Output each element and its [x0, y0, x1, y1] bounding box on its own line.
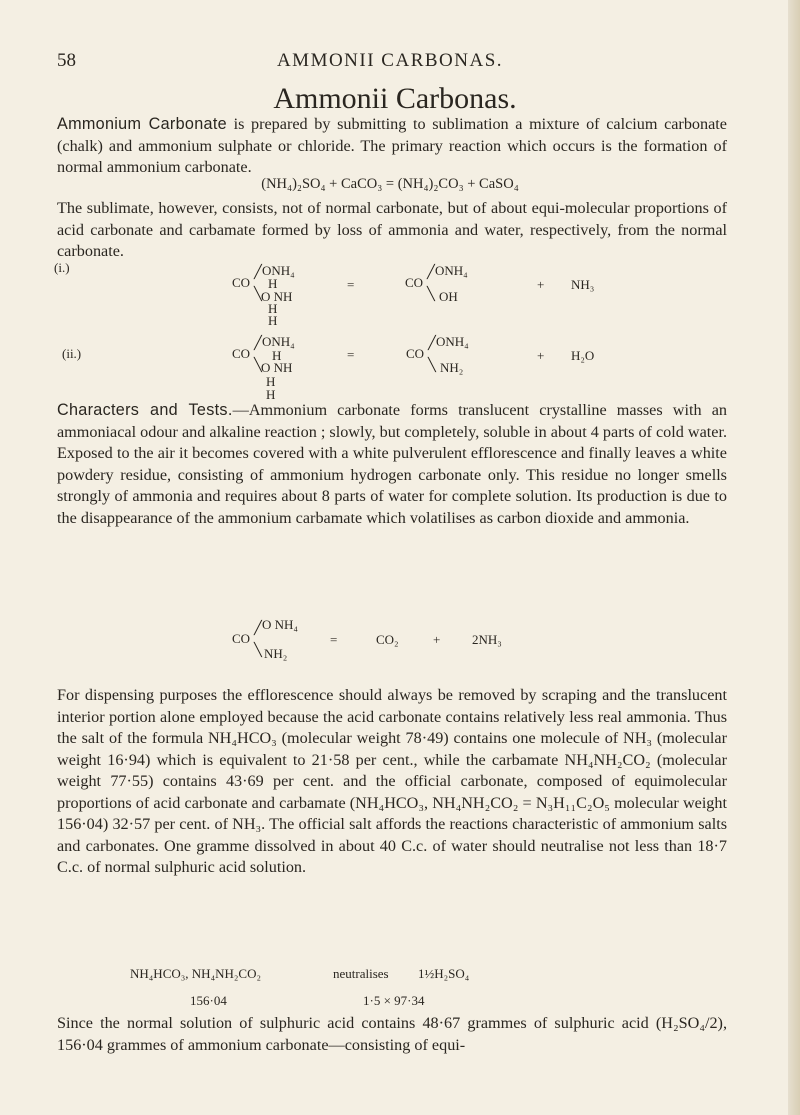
characters-paragraph	[57, 400, 727, 529]
reaction-i-left-mid: H	[268, 276, 278, 291]
reaction-ii-right-top: ONH₄	[436, 334, 469, 349]
neutral-left-value: 156·04	[190, 993, 227, 1008]
reaction-iii-top: O NH₄	[262, 617, 298, 632]
neutral-right-value: 1·5 × 97·34	[363, 993, 425, 1008]
page-edge	[788, 0, 800, 1115]
reaction-ii-product: H₂O	[571, 348, 595, 363]
equation-1: (NH₄)₂SO₄ + CaCO₃ = (NH₄)₂CO₃ + CaSO₄	[261, 176, 519, 192]
reaction-i-product: NH₃	[571, 277, 595, 292]
neutral-middle: neutralises	[333, 966, 389, 981]
reaction-i-label: (i.)	[54, 260, 70, 275]
reaction-iii-co: CO	[232, 631, 251, 646]
neutral-left: NH₄HCO₃, NH₄NH₂CO₂	[130, 966, 261, 981]
reaction-ii-equals: =	[347, 347, 355, 362]
reaction-ii-left-bot: O NH	[261, 360, 293, 375]
book-page: 58 AMMONII CARBONAS. Ammonii Carbonas. Ammonium Carbonate is prepared by submitting to sublimation a mixture of calcium carbonate (chalk) and ammonium sulphate or chloride. The primary reaction which occurs is the formation of normal ammonium carbonate. (NH₄)₂SO₄ + CaCO₃ = (NH₄)₂CO₃ + CaSO₄ The sublimate, however, consists, not of normal carbonate, but of about equi-molecular proportions of acid carbonate and carbamate formed by loss of ammonia and water, respectively, from the normal carbonate. (i.) CO ╱ ╲ ONH₄ H O NH H H = CO ╱ ╲ ONH₄ OH + NH₃ (ii.) CO ╱ ╲ ONH₄ H O NH H H = CO ╱ ╲ ONH₄ NH₂ + H₂O Characters and Tests.—Ammonium carbonate forms translucent crystalline masses with an ammoniacal odour and alkaline reaction ; slowly, but completely, soluble in about 4 parts of cold water. Exposed to the air it becomes covered with a white pulverulent efflorescence and finally leaves a white powdery residue, consisting of ammonium hydrogen carbonate only. This residue no longer smells strongly of ammonia and requires about 8 parts of water for complete solution. Its production is due to the disappearance of the ammonium carbamate which volatilises as carbon dioxide and ammonia. CO ╱ ╲ O NH₄ NH₂ = CO₂ + 2NH₃ For dispensing purposes the efflorescence should always be removed by scraping and the translucent interior portion alone employed because the acid carbonate contains relatively less real ammonia. Thus the salt of the formula NH₄HCO₃ (molecular weight 78·49) contains one molecule of NH₃ (molecular weight 16·94) which is equivalent to 21·58 per cent., while the carbamate NH₄NH₂CO₂ (molecular weight 77·55) contains 43·69 per cent. and the official carbonate, composed of equimolecular proportions of acid carbonate and carbamate (NH₄HCO₃, NH₄NH₂CO₂ = N₃H₁₁C₂O₅ molecular weight 156·04) 32·57 per cent. of NH₃. The official salt affords the reactions characteristic of ammonium salts and carbonates. One gramme dissolved in about 40 C.c. of water should neutralise not less than 18·7 C.c. of normal sulphuric acid solution. NH₄HCO₃, NH₄NH₂CO₂ neutralises 1½H₂SO₄ 156·04 1·5 × 97·34 Since the normal solution of sulphuric acid contains 48·67 grammes of sulphuric acid (H₂SO₄/2), 156·04 grammes of ammonium carbonate—consisting of equi-	[0, 0, 800, 1115]
reaction-i-right-bot: OH	[439, 289, 458, 304]
reaction-iii-equals: =	[330, 632, 338, 647]
reaction-i-right-top: ONH₄	[435, 263, 468, 278]
running-head: AMMONII CARBONAS.	[276, 50, 504, 71]
reaction-i-right-co: CO	[405, 275, 424, 290]
reaction-iii-product-2: 2NH₃	[472, 632, 502, 647]
reaction-iii-plus: +	[433, 632, 441, 647]
section-title: Ammonii Carbonas.	[273, 82, 517, 115]
reaction-i-left-bot: O NH	[261, 289, 293, 304]
reaction-ii-left-co: CO	[232, 346, 251, 361]
intro-paragraph	[57, 114, 727, 179]
reaction-ii-left-top: ONH₄	[262, 334, 295, 349]
intro-text: is prepared by submitting to sublimation a mixture of calcium carbonate (chalk) and ammonium sulphate or chloride. The primary reaction which occurs is the formation of normal ammonium carbonate.	[57, 115, 727, 176]
neutral-right: 1½H₂SO₄	[418, 966, 470, 981]
intro-lead: Ammonium Carbonate	[57, 115, 227, 133]
reaction-ii-left-h1: H	[266, 374, 276, 389]
reaction-i-left-co: CO	[232, 275, 251, 290]
characters-lead: Characters and Tests.	[57, 401, 233, 419]
reaction-iii-product-1: CO₂	[376, 632, 399, 647]
closing-paragraph: Since the normal solution of sulphuric acid contains 48·67 grammes of sulphuric acid (H₂SO₄/2), 156·04 grammes of ammonium carbonate—consisting of equi-	[57, 1014, 727, 1054]
reaction-i-plus: +	[537, 277, 545, 292]
characters-text: —Ammonium carbonate forms translucent crystalline masses with an ammoniacal odour and alkaline reaction ; slowly, but completely, soluble in about 4 parts of cold water. Exposed to the air it becomes covered with a white pulverulent efflorescence and finally leaves a white powdery residue, consisting of ammonium hydrogen carbonate only. This residue no longer smells strongly of ammonia and requires about 8 parts of water for complete solution. Its production is due to the disappearance of the ammonium carbamate which volatilises as carbon dioxide and ammonia.	[57, 401, 727, 527]
reaction-i-left-h2: H	[268, 313, 278, 328]
reaction-i-left-h1: H	[268, 301, 278, 316]
dispensing-paragraph: For dispensing purposes the efflorescence should always be removed by scraping and the translucent interior portion alone employed because the acid carbonate contains relatively less real ammonia. Thus the salt of the formula NH₄HCO₃ (molecular weight 78·49) contains one molecule of NH₃ (molecular weight 16·94) which is equivalent to 21·58 per cent., while the carbamate NH₄NH₂CO₂ (molecular weight 77·55) contains 43·69 per cent. and the official carbonate, composed of equimolecular proportions of acid carbonate and carbamate (NH₄HCO₃, NH₄NH₂CO₂ = N₃H₁₁C₂O₅ molecular weight 156·04) 32·57 per cent. of NH₃. The official salt affords the reactions characteristic of ammonium salts and carbonates. One gramme dissolved in about 40 C.c. of water should neutralise not less than 18·7 C.c. of normal sulphuric acid solution.	[57, 686, 727, 876]
sublimate-paragraph: The sublimate, however, consists, not of normal carbonate, but of about equi-molecular proportions of acid carbonate and carbamate formed by loss of ammonia and water, respectively, from the normal carbonate.	[57, 199, 727, 260]
reaction-ii-plus: +	[537, 348, 545, 363]
reaction-ii-left-h2: H	[266, 387, 276, 402]
reaction-iii-bot: NH₂	[264, 646, 288, 661]
reaction-ii-right-co: CO	[406, 346, 425, 361]
reaction-ii-right-bot: NH₂	[440, 360, 464, 375]
reaction-i-equals: =	[347, 277, 355, 292]
reaction-ii-label: (ii.)	[62, 346, 82, 361]
reaction-ii-left-mid: H	[272, 348, 282, 363]
page-number: 58	[57, 50, 76, 71]
reaction-i-left-top: ONH₄	[262, 263, 295, 278]
